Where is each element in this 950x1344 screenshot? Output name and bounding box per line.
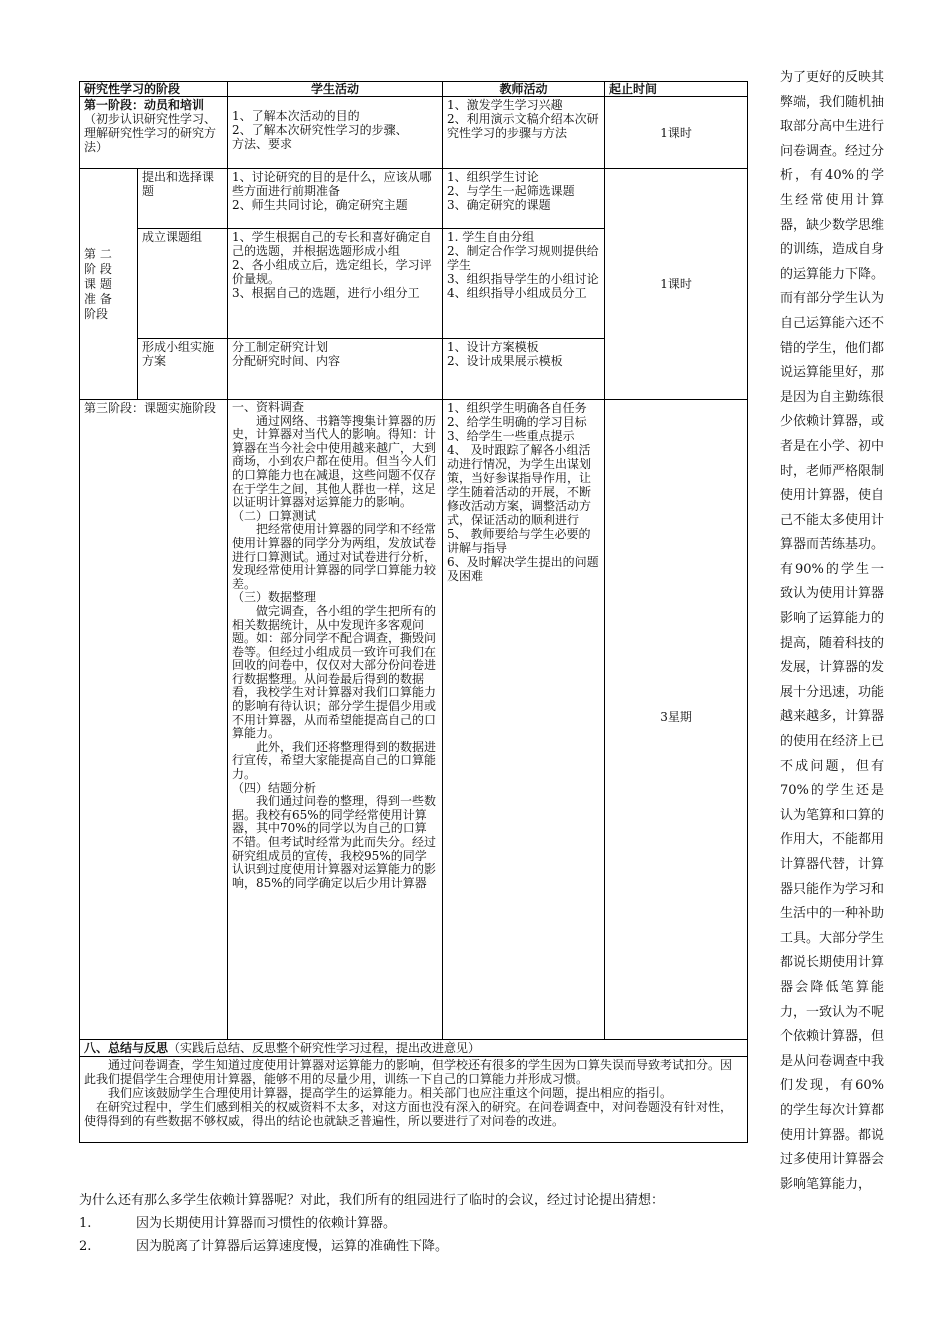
stage2-group-student: 1、学生根据自己的专长和喜好确定自己的选题，并根据选题形成小组 2、各小组成立后，选定组长，学习评价量规。 3、根据自己的选题，进行小组分工 — [228, 229, 443, 339]
summary-note: （实践后总结、反思整个研究性学习过程，提出改进意见） — [168, 1041, 481, 1055]
table-row-stage1 — [80, 97, 748, 169]
sidebar-text — [754, 66, 884, 1197]
stage1-time: 1课时 — [605, 97, 748, 169]
stage1-title: 第一阶段：动员和培训 — [84, 98, 205, 112]
table-row-stage2-topic — [80, 169, 748, 229]
table-row-summary — [80, 1040, 748, 1143]
summary-title: 八、总结与反思 — [84, 1041, 169, 1055]
stage1-teacher: 1、激发学生学习兴趣 2、利用演示文稿介绍本次研究性学习的步骤与方法 — [443, 97, 605, 169]
stage2-topic-student: 1、讨论研究的目的是什么，应该从哪些方面进行前期准备 2、师生共同讨论，确定研究主题 — [228, 169, 443, 229]
header-stage: 研究性学习的阶段 — [80, 82, 228, 97]
stage1-cell — [80, 97, 228, 169]
stage3-title: 第三阶段：课题实施阶段 — [80, 400, 228, 1040]
table-header-row — [80, 82, 748, 97]
research-plan-table — [79, 81, 748, 1143]
list-item-text: 因为长期使用计算器而习惯性的依赖计算器。 — [136, 1216, 397, 1231]
list-item-number: 1. — [79, 1216, 92, 1231]
stage1-note: （初步认识研究性学习、理解研究性学习的研究方法） — [84, 112, 217, 154]
header-teacher-activity: 教师活动 — [443, 82, 605, 97]
stage1-student: 1、了解本次活动的目的 2、了解本次研究性学习的步骤、 方法、要求 — [228, 97, 443, 169]
stage2-group-teacher: 1. 学生自由分组 2、制定合作学习规则提供给学生 3、组织指导学生的小组讨论 4、组织指导小组成员分工 — [443, 229, 605, 339]
sidebar-paragraph: 为了更好的反映其弊端，我们随机抽取部分高中生进行问卷调查。经过分析，有40%的学生经常使用计算器，缺少数学思维的训练，造成自身的运算能力下降。而有部分学生认为自己运算能六还不错的学生，他们都说运算能里好，那是因为自主勤练很少依赖计算器，或者是在小学、初中时，老师严格限制使用计算器，使自己不能太多使用计算器而苦练基功。有90%的学生一致认为使用计算器影响了运算能力的提高，随着科技的发展，计算器的发展十分迅速，功能越来越多，计算器的使用在经济上已不成问题，但有70%的学生还是认为笔算和口算的作用大，不能都用计算器代替，计算器只能作为学习和生活中的一种补助工具。大部分学生都说长期使用计算器会降低笔算能力，一致认为不呢个依赖计算器，但是从问卷调查中我们发现，有60%的学生每次计算都使用计算器。都说过多使用计算器会影响笔算能力， — [780, 70, 885, 1192]
stage3-teacher: 1、组织学生明确各自任务 2、给学生明确的学习目标 3、给学生一些重点提示 4、 及时跟踪了解各小组活动进行情况，为学生出谋划策，当好参谋指导作用，让学生随着活动的开展，不断修改活动方案，调整活动方式，保证活动的顺利进行 5、 教师要给与学生必要的讲解与指导 6、及时解决学生提出的问题及困难 — [443, 400, 605, 1040]
stage3-student: 一、资料调查 通过网络、书籍等搜集计算器的历史，计算器对当代人的影响。得知：计算器在当今社会中使用越来越广，大到商场，小到农户都在使用。但当今人们的口算能力也在减退，这些问题不仅存在于学生之间，其他人群也一样，这足以证明计算器对运算能力的影响。 （二）口算测试 把经常使用计算器的同学和不经常使用计算器的同学分为两组，发放试卷进行口算测试。通过对试卷进行分析，发现经常使用计算器的同学口算能力较差。 （三）数据整理 做完调查，各小组的学生把所有的相关数据统计，从中发现许多客观问题。如：部分同学不配合调查，撕毁问卷等。但经过小组成员一致许可我们在回收的问卷中，仅仅对大部分份问卷进行数据整理。从问卷最后得到的数据看，我校学生对计算器对我们口算能力的影响有待认识；部分学生提倡少用或不用计算器，从而希望能提高自己的口算能力。 此外，我们还将整理得到的数据进行宣传，希望大家能提高自己的口算能力。 （四）结题分析 我们通过问卷的整理，得到一些数据。我校有65%的同学经常使用计算器，其中70%的同学以为自己的口算不错。但考试时经常为此而失分。经过研究组成员的宣传，我校95%的同学认识到过度使用计算器对运算能力的影响，85%的同学确定以后少用计算器 — [228, 400, 443, 1040]
stage2-plan-student: 分工制定研究计划 分配研究时间、内容 — [228, 339, 443, 400]
stage3-time: 3星期 — [605, 400, 748, 1040]
conjecture-intro: 为什么还有那么多学生依赖计算器呢？对此，我们所有的组园进行了临时的会议，经过讨论提出猜想： — [79, 1193, 665, 1208]
stage2-sub-group: 成立课题组 — [138, 229, 228, 339]
table-row-stage3 — [80, 400, 748, 1040]
summary-body: 通过问卷调查，学生知道过度使用计算器对运算能力的影响，但学校还有很多的学生因为口算失误而导致考试扣分。因此我们提倡学生合理使用计算器，能够不用的尽量少用，训练一下自己的口算能力并形成习惯。 我们应该鼓励学生合理使用计算器，提高学生的运算能力。相关部门也应注重这个问题，提出相应的指引。 在研究过程中，学生们感到相关的权威资料不太多，对这方面也没有深入的研究。在问卷调查中，对问卷题没有针对性，使得得到的有些数据不够权威，得出的结论也就缺乏普遍性，所以要进行了对问卷的改进。 — [84, 1058, 733, 1128]
stage2-title: 第 二 阶 段 课 题 准 备 阶段 — [80, 169, 138, 400]
conjecture-section — [79, 1189, 869, 1258]
list-item — [79, 1212, 869, 1235]
stage2-topic-teacher: 1、组织学生讨论 2、与学生一起筛选课题 3、确定研究的课题 — [443, 169, 605, 229]
stage2-sub-plan: 形成小组实施方案 — [138, 339, 228, 400]
stage2-plan-teacher: 1、设计方案模板 2、设计成果展示模板 — [443, 339, 605, 400]
header-student-activity: 学生活动 — [228, 82, 443, 97]
list-item-number: 2. — [79, 1239, 92, 1254]
stage2-time: 1课时 — [605, 169, 748, 400]
summary-heading — [80, 1040, 747, 1057]
header-time: 起止时间 — [605, 82, 748, 97]
summary-cell — [80, 1040, 748, 1143]
list-item — [79, 1235, 869, 1258]
stage2-sub-topic: 提出和选择课题 — [138, 169, 228, 229]
list-item-text: 因为脱离了计算器后运算速度慢，运算的准确性下降。 — [136, 1239, 449, 1254]
